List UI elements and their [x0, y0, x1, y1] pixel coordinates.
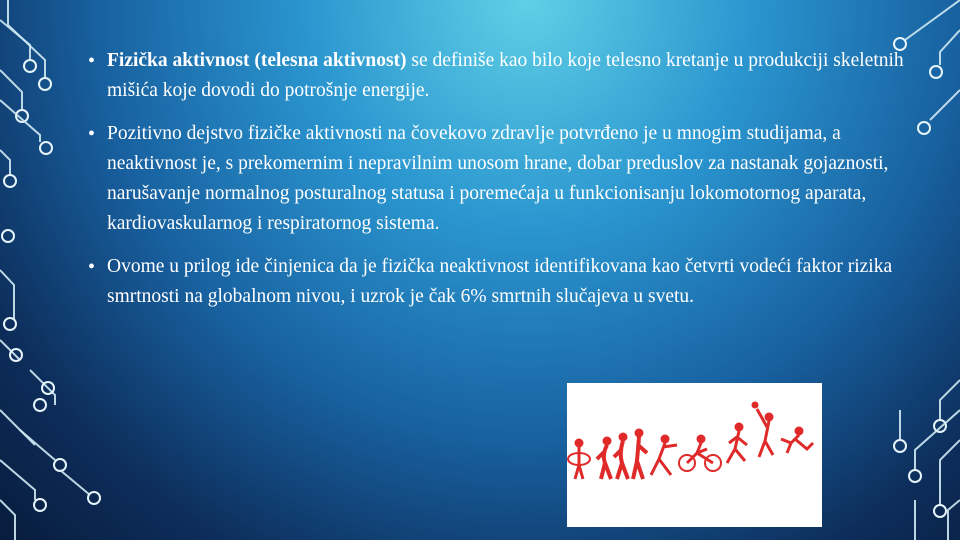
bullet-text: Pozitivno dejstvo fizičke aktivnosti na čovekovo zdravlje potvrđeno je u mnogim studijama, a neaktivnost je, s prekomernim i nepravilnim unosom hrane, dobar preduslov za nastanak gojaznosti, narušavanje normalnog posturalnog statusa i poremećaja u funkcionisanju lokomotornog aparata, kardiovaskularnog i respiratornog sistema. [107, 123, 889, 234]
people-exercising-silhouettes-icon [567, 383, 822, 527]
exercise-image [567, 383, 822, 527]
bullet-positive-effect [88, 119, 908, 239]
bullet-symbol: • [88, 123, 96, 145]
bullet-symbol: • [88, 256, 96, 278]
bullet-definition [88, 46, 908, 106]
bullet-symbol: • [88, 50, 96, 72]
bullet-bold-text: Fizička aktivnost (telesna aktivnost) [107, 50, 407, 71]
bullet-text: Ovome u prilog ide činjenica da je fizička neaktivnost identifikovana kao četvrti vodeći faktor rizika smrtnosti na globalnom nivou, i uzrok je čak 6% smrtnih slučajeva u svetu. [107, 256, 893, 307]
bullet-text: se definiše kao bilo koje telesno kretanje u produkciji skeletnih mišića koje dovodi do potrošnje energije. [107, 50, 904, 101]
bullet-inactivity-risk [88, 252, 908, 312]
content-area [88, 46, 908, 325]
